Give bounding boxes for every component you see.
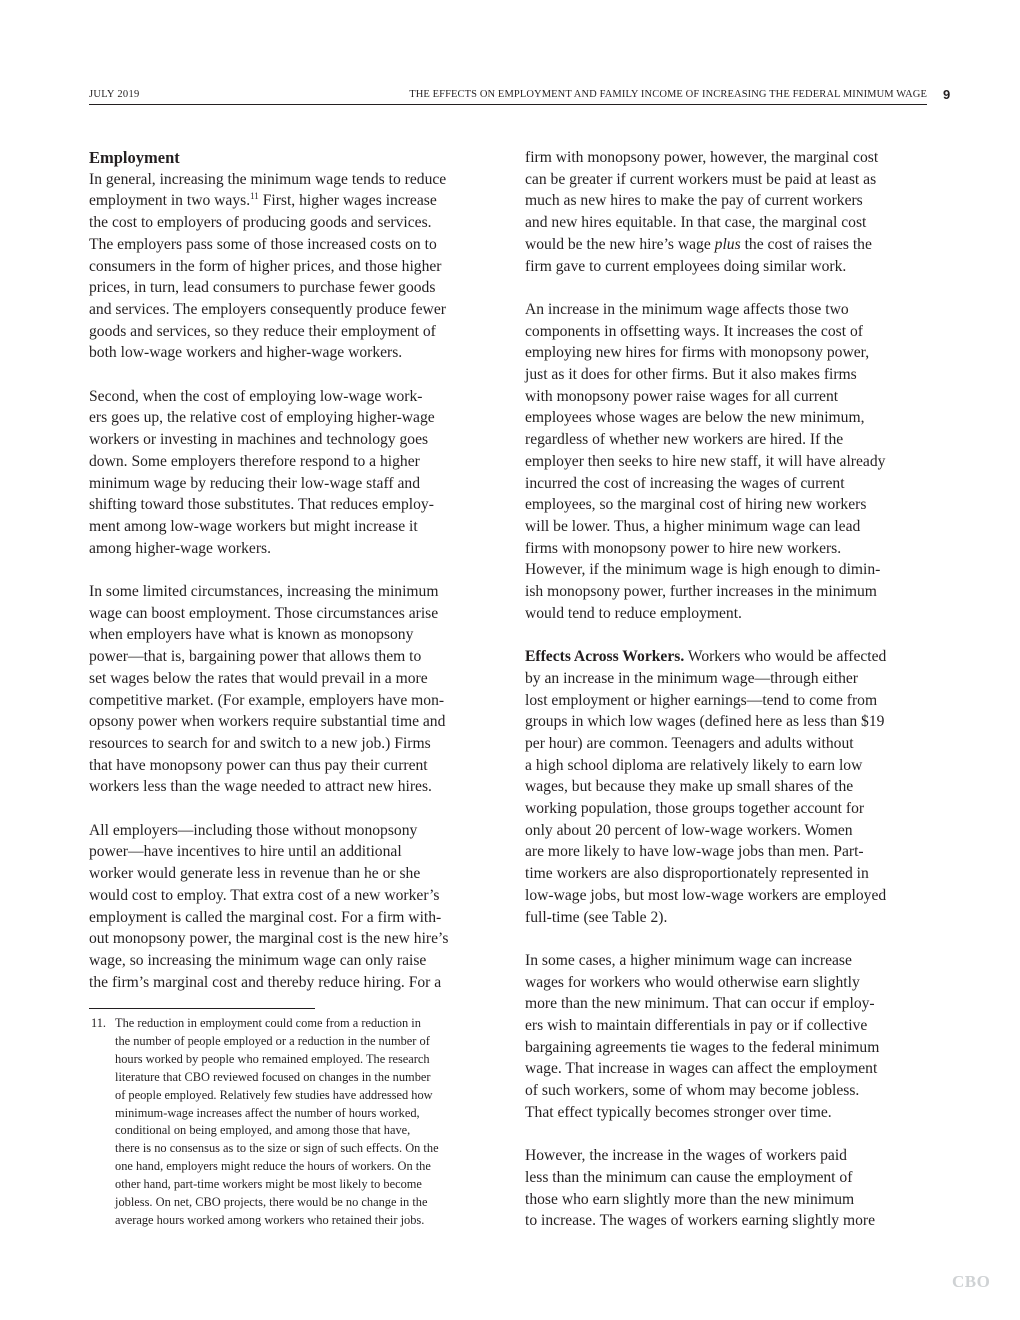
text-line: full-time (see Table 2). (525, 908, 668, 926)
text-line: would cost to employ. That extra cost of a new worker’s (89, 886, 440, 904)
paragraph-monopsony (89, 581, 497, 798)
footnote-line: hours worked by people who remained employed. The research (115, 1051, 430, 1066)
issue-date: JULY 2019 (89, 89, 140, 100)
text-line: resources to search for and switch to a new job.) Firms (89, 734, 431, 752)
text-line: down. Some employers therefore respond to a higher (89, 452, 420, 470)
text-line: firm with monopsony power, however, the marginal cost (525, 149, 879, 166)
text-line (525, 234, 931, 256)
text-line: wages, but because they make up small shares of the (525, 778, 854, 796)
footnote-line: there is no consensus as to the size or sign of such effects. On the (115, 1141, 439, 1156)
text-line: only about 20 percent of low-wage workers. Women (525, 821, 853, 839)
text-line: In some cases, a higher minimum wage can increase (525, 951, 852, 969)
text-line: Second, when the cost of employing low-wage work- (89, 387, 423, 405)
text-line: power—that is, bargaining power that allows them to (89, 648, 422, 666)
text-line: worker would generate less in revenue than he or she (89, 865, 421, 883)
text-line: the firm’s marginal cost and thereby reduce hiring. For a (89, 973, 442, 991)
text-run: First, higher wages increase (258, 192, 437, 210)
text-line: In some limited circumstances, increasing the minimum (89, 583, 439, 601)
footnote-number: 11. (91, 1016, 107, 1030)
text-line: wage, so increasing the minimum wage can only raise (89, 951, 427, 969)
text-line: opsony power when workers require substantial time and (89, 713, 446, 731)
text-line: ers wish to maintain differentials in pay or if collective (525, 1017, 868, 1035)
text-line: will be lower. Thus, a higher minimum wage can lead (525, 517, 861, 535)
text-line: that have monopsony power can thus pay their current (89, 756, 428, 774)
footnote-line: average hours worked among workers who retained their jobs. (115, 1212, 425, 1227)
text-line: employees, so the marginal cost of hiring new workers (525, 496, 867, 514)
emphasis-text: plus (714, 235, 741, 253)
text-line: ish monopsony power, further increases in the minimum (525, 583, 877, 601)
run-in-heading: Effects Across Workers. (525, 648, 685, 666)
text-line: time workers are also disproportionately represented in (525, 865, 869, 883)
text-run: would be the new hire’s wage (525, 235, 715, 253)
text-line: groups in which low wages (defined here as less than $19 (525, 713, 885, 731)
footnote-line: minimum-wage increases affect the number of hours worked, (115, 1105, 420, 1120)
text-line: much as new hires to make the pay of current workers (525, 192, 863, 210)
text-line: consumers in the form of higher prices, and those higher (89, 257, 442, 275)
text-line: An increase in the minimum wage affects those two (525, 300, 849, 318)
text-line: workers less than the wage needed to attract new hires. (89, 778, 432, 796)
text-line: less than the minimum can cause the employment of (525, 1168, 853, 1186)
text-line: among higher-wage workers. (89, 539, 271, 557)
text-line: firm gave to current employees doing similar work. (525, 257, 847, 275)
footnote-reference[interactable]: 11 (250, 191, 259, 202)
text-line: incurred the cost of increasing the wages of current (525, 474, 845, 492)
text-line: are more likely to have low-wage jobs than men. Part- (525, 843, 864, 861)
text-line: a high school diploma are relatively likely to earn low (525, 756, 863, 774)
paragraph-substitution (89, 386, 497, 560)
text-line: out monopsony power, the marginal cost is the new hire’s (89, 930, 449, 948)
text-line: employer then seeks to hire new staff, it will have already (525, 452, 886, 470)
footnote-line: other hand, part-time workers might be most likely to become (115, 1177, 422, 1192)
text-line: to increase. The wages of workers earning slightly more (525, 1212, 876, 1230)
section-heading: Employment (89, 148, 180, 167)
text-line: with monopsony power raise wages for all current (525, 387, 839, 405)
running-title: THE EFFECTS ON EMPLOYMENT AND FAMILY INCOME OF INCREASING THE FEDERAL MINIMUM WAGE (409, 89, 927, 100)
text-line: and services. The employers consequently produce fewer (89, 300, 446, 318)
footnote-line: conditional on being employed, and among those that have, (115, 1123, 411, 1138)
header-rule (89, 104, 927, 105)
paragraph-however (525, 1145, 931, 1232)
page-number: 9 (943, 87, 951, 102)
text-line: regardless of whether new workers are hired. If the (525, 431, 844, 449)
text-line: firms with monopsony power to hire new workers. (525, 539, 842, 557)
text-line: That effect typically becomes stronger over time. (525, 1103, 832, 1121)
text-line: ers goes up, the relative cost of employing higher-wage (89, 409, 435, 427)
text-run: the cost of raises the (740, 235, 872, 253)
paragraph-marginal-cost (89, 820, 497, 994)
paragraph-offsetting (525, 299, 931, 625)
text-line: The employers pass some of those increased costs on to (89, 235, 437, 253)
text-line: when employers have what is known as monopsony (89, 626, 414, 644)
text-line: more than the new minimum. That can occur if employ- (525, 995, 875, 1013)
text-line (89, 190, 497, 212)
footnote-line: jobless. On net, CBO projects, there would be no change in the (115, 1195, 428, 1210)
text-line: competitive market. (For example, employers have mon- (89, 691, 445, 709)
paragraph-spillover (525, 950, 931, 1124)
text-line: set wages below the rates that would prevail in a more (89, 669, 428, 687)
paragraph-intro (89, 169, 497, 364)
footnote-11 (89, 1015, 499, 1230)
text-line: employing new hires for firms with monopsony power, (525, 344, 870, 362)
text-line: lost employment or higher earnings—tend to come from (525, 691, 878, 709)
text-line: bargaining agreements tie wages to the federal minimum (525, 1038, 880, 1056)
text-line: In general, increasing the minimum wage tends to reduce (89, 170, 447, 188)
text-line: employees whose wages are below the new minimum, (525, 409, 865, 427)
text-line: the cost to employers of producing goods and services. (89, 214, 432, 232)
text-line: would tend to reduce employment. (525, 604, 742, 622)
text-line: components in offsetting ways. It increases the cost of (525, 322, 863, 340)
left-column (89, 147, 497, 993)
text-line: those who earn slightly more than the new minimum (525, 1190, 855, 1208)
text-line: shifting toward those substitutes. That reduces employ- (89, 496, 434, 514)
footnote-rule (89, 1008, 315, 1009)
text-line: prices, in turn, lead consumers to purchase fewer goods (89, 279, 436, 297)
footnote-line: literature that CBO reviewed focused on changes in the number (115, 1069, 431, 1084)
footnote-text (115, 1015, 499, 1230)
text-line: power—have incentives to hire until an additional (89, 843, 402, 861)
text-line: wages for workers who would otherwise earn slightly (525, 973, 860, 991)
text-line: goods and services, so they reduce their employment of (89, 322, 436, 340)
text-run: employment in two ways. (89, 192, 251, 210)
text-line: wage can boost employment. Those circumstances arise (89, 604, 439, 622)
text-line: of such workers, some of whom may become jobless. (525, 1082, 860, 1100)
paragraph-effects-across-workers (525, 646, 931, 928)
text-line: per hour) are common. Teenagers and adults without (525, 734, 854, 752)
text-line: All employers—including those without monopsony (89, 821, 418, 839)
text-line: by an increase in the minimum wage—through either (525, 669, 859, 687)
footnote-line: The reduction in employment could come from a reduction in (115, 1016, 421, 1030)
footnote-line: one hand, employers might reduce the hours of workers. On the (115, 1159, 431, 1174)
footnote-line: of people employed. Relatively few studies have addressed how (115, 1087, 433, 1102)
text-line: wage. That increase in wages can affect the employment (525, 1060, 878, 1078)
text-line: and new hires equitable. In that case, the marginal cost (525, 214, 867, 232)
running-header (89, 89, 927, 105)
text-line: low-wage jobs, but most low-wage workers are employed (525, 886, 887, 904)
text-line: workers or investing in machines and technology goes (89, 431, 429, 449)
text-line: minimum wage by reducing their low-wage staff and (89, 474, 420, 492)
text-line: both low-wage workers and higher-wage workers. (89, 344, 403, 362)
text-line (525, 646, 931, 668)
text-line: can be greater if current workers must be paid at least as (525, 170, 877, 188)
text-run: Workers who would be affected (684, 648, 887, 666)
cbo-logo: CBO (952, 1272, 991, 1291)
text-line: ment among low-wage workers but might increase it (89, 517, 418, 535)
text-line: However, if the minimum wage is high enough to dimin- (525, 561, 881, 579)
text-line: working population, those groups together account for (525, 800, 865, 818)
text-line: just as it does for other firms. But it also makes firms (525, 366, 857, 384)
text-line: employment is called the marginal cost. For a firm with- (89, 908, 442, 926)
right-column (525, 147, 931, 1232)
text-line: However, the increase in the wages of workers paid (525, 1147, 847, 1165)
footnote-line: the number of people employed or a reduction in the number of (115, 1033, 430, 1048)
paragraph-equitable-pay (525, 147, 931, 277)
